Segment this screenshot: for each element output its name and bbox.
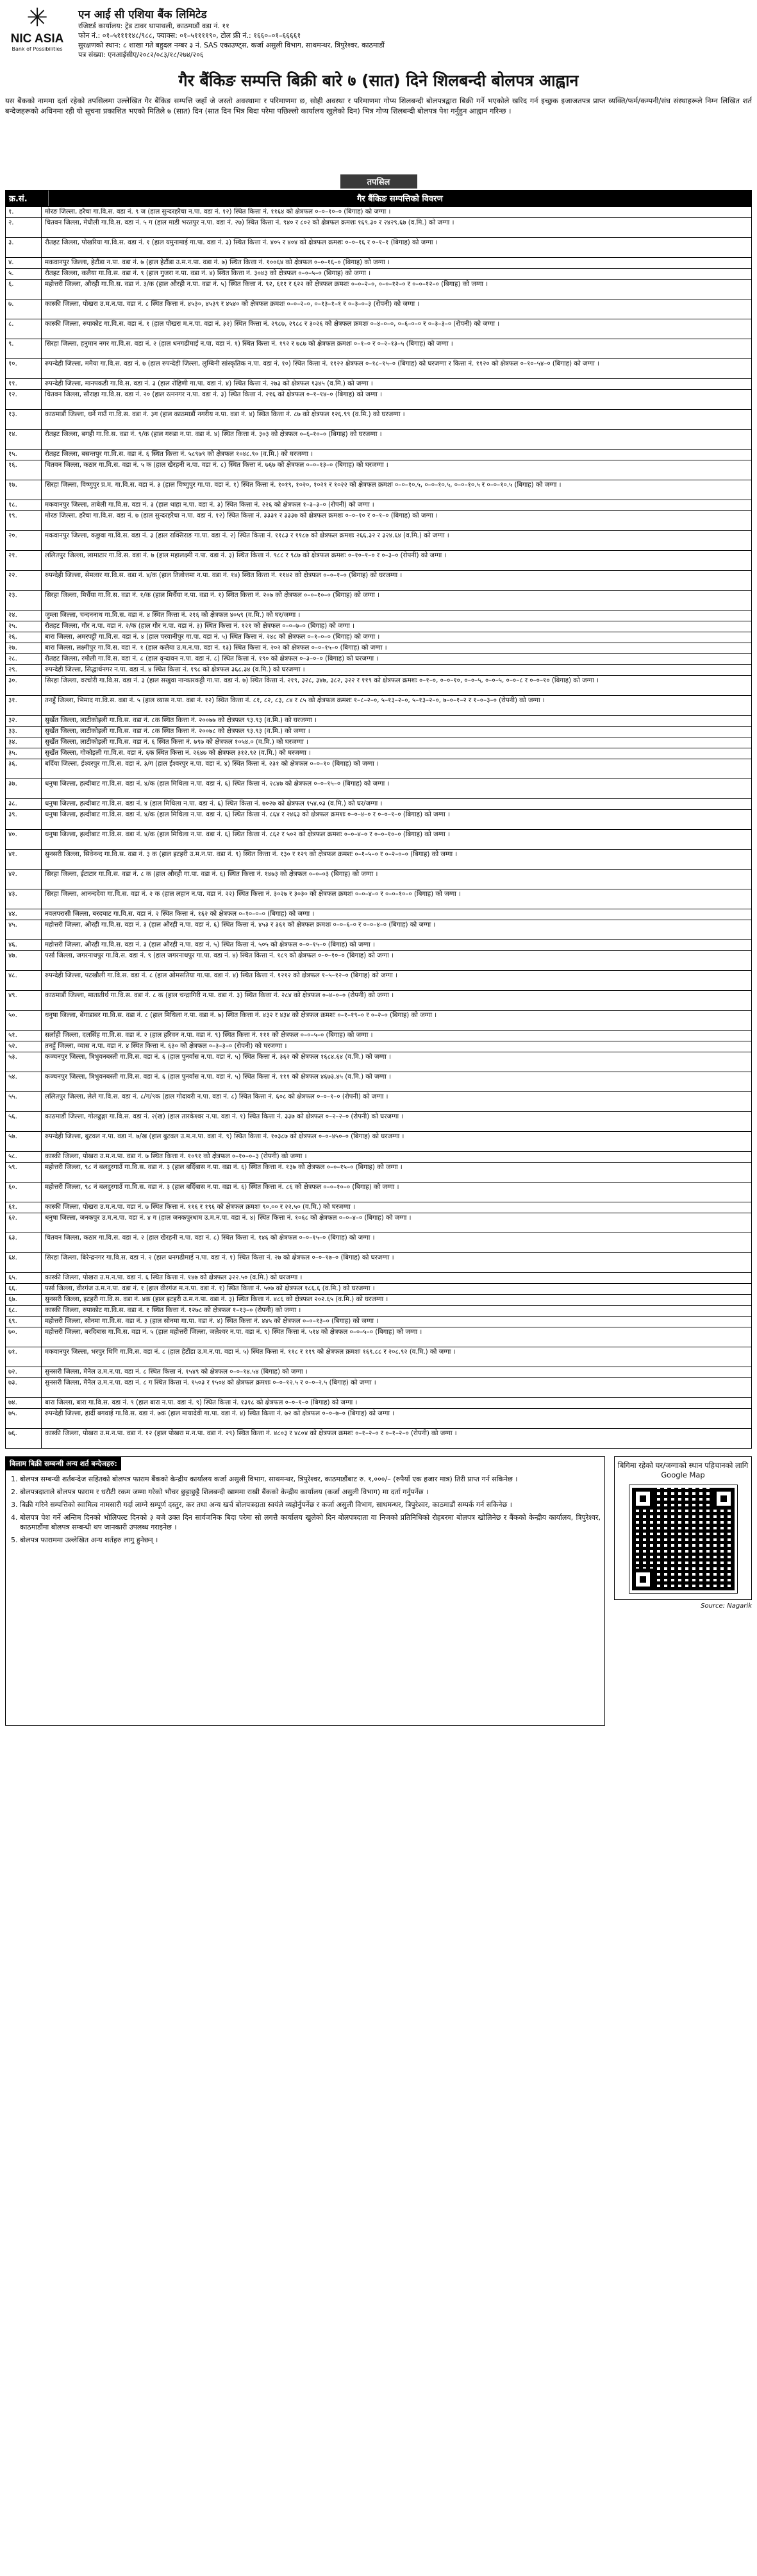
table-row <box>6 1347 751 1367</box>
table-row <box>6 1041 751 1052</box>
table-row <box>6 1428 751 1448</box>
row-description: धनुषा जिल्ला, हल्दीबाट गा.वि.स. वडा नं. ४/क (हाल मिथिला न.पा. वडा नं. ६) स्थित कित्ता नं. २८४७ को क्षेत्रफल ०–०–१५–० (बिगाह) को जग्गा । <box>45 780 390 787</box>
table-row <box>6 1283 751 1294</box>
table-row <box>6 1182 751 1202</box>
qr-code-icon[interactable] <box>629 1485 737 1593</box>
row-serial: ५६. <box>6 1112 42 1131</box>
table-row <box>6 206 751 217</box>
row-serial: ५७. <box>6 1132 42 1151</box>
bank-address: रजिष्टर्ड कार्यालय: ट्रेड टावर थापाथली, काठमाडौं वडा नं. ११ <box>78 22 229 30</box>
row-serial: ५१. <box>6 1031 42 1041</box>
table-row <box>6 409 751 429</box>
qr-section <box>614 1456 752 1726</box>
source-credit: Source: Nagarik <box>701 1603 752 1610</box>
term-item: 3. बिक्री गरिने सम्पत्तिको स्वामित्व नामसारी गर्दा लाग्ने सम्पूर्ण दस्तुर, कर तथा अन्य खर्च बोलपत्रदाता स्वयंले व्यहोर्नुपर्नेछ र कर्जा असुली विभाग, साथमन्थर, त्रिपुरेश्वर, काठमाडौं सम्पर्क गर्न सकिनेछ । <box>20 1500 601 1510</box>
row-description: कञ्चनपुर जिल्ला, त्रिभुवनबस्ती गा.वि.स. वडा नं. ६ (हाल पुनर्वास न.पा. वडा नं. ५) स्थित कित्ता नं. ३६२ को क्षेत्रफल १६८४.६४ (व.मि.) को जग्गा । <box>45 1054 391 1061</box>
row-description: धनुषा जिल्ला, हल्दीबाट गा.वि.स. वडा नं. ४/क (हाल मिथिला न.पा. वडा नं. ६) स्थित कित्ता नं. ८६४ र २४६३ को क्षेत्रफल क्रमशः ०–०–४–० र ०–०–१–० (बिगाह) को जग्गा । <box>45 811 450 818</box>
table-row <box>6 675 751 695</box>
table-row <box>6 990 751 1010</box>
row-description: बारा जिल्ला, अमरपट्टी गा.वि.स. वडा नं. ४ (हाल परवानीपुर गा.पा. वडा नं. ५) स्थित कित्ता नं. २४८ को क्षेत्रफल ०–१–०–० (बिगाह) को जग्गा । <box>45 634 380 641</box>
table-row <box>6 610 751 621</box>
row-description: रौतहट जिल्ला, पोखरिया गा.वि.स. वडा नं. १ (हाल यमुनामाई गा.पा. वडा नं. ३) स्थित कित्ता नं. ४०५ र ४०४ को क्षेत्रफल क्रमशः ०–०–१६ र ०–१–१ (बिगाह) को जग्गा । <box>45 239 438 246</box>
table-row <box>6 1327 751 1347</box>
row-serial: ५९. <box>6 1163 42 1182</box>
row-description: चितवन जिल्ला, सौराहा गा.वि.स. वडा नं. २० (हाल रत्ननगर न.पा. वडा नं. ३) स्थित कित्ता नं. २१६ को क्षेत्रफल ०–१–१४–० (बिगाह) को जग्गा । <box>45 391 382 398</box>
row-description: रौतहट जिल्ला, गौर न.पा. वडा नं. २/क (हाल गौर न.पा. वडा नं. ३) स्थित कित्ता नं. १२१ को क्षेत्रफल ०–०–७–० (बिगाह) को जग्गा । <box>45 623 355 630</box>
row-serial: ६९. <box>6 1317 42 1327</box>
row-serial: ७३. <box>6 1378 42 1397</box>
row-serial: ४१. <box>6 850 42 869</box>
row-serial: ६४. <box>6 1253 42 1272</box>
table-row <box>6 257 751 268</box>
row-serial: ६२. <box>6 1213 42 1233</box>
table-row <box>6 1162 751 1182</box>
row-serial: ३८. <box>6 799 42 809</box>
row-serial: २१. <box>6 551 42 570</box>
row-serial: १. <box>6 207 42 217</box>
row-serial: १७. <box>6 480 42 500</box>
row-description: सुर्खेत जिल्ला, गोकोइली गा.वि.स. वडा नं. ६क स्थित कित्ता नं. २६४७ को क्षेत्रफल ३१२.९२ (व.मि.) को घरजग्गा । <box>45 750 312 757</box>
row-serial: ६०. <box>6 1183 42 1202</box>
row-serial: ३५. <box>6 748 42 759</box>
row-description: महोत्तरी जिल्ला, औरही गा.वि.स. वडा नं. ३/क (हाल औरही न.पा. वडा नं. ५) स्थित कित्ता नं. ९२, ६११ र ६२२ को क्षेत्रफल क्रमशः ०–०–२–०, ०–०–१२–० र ०–०–१२–० (बिगाह) को जग्गा । <box>45 281 488 288</box>
row-description: कास्की जिल्ला, पोखरा उ.म.न.पा. वडा नं. ७ स्थित कित्ता नं. ११६ र १९६ को क्षेत्रफल क्रमशः ९०.०० र २२.५० (व.मि.) को घरजग्गा । <box>45 1204 355 1211</box>
row-serial: २८. <box>6 654 42 664</box>
table-row <box>6 664 751 675</box>
row-serial: ११. <box>6 379 42 389</box>
table-row <box>6 1397 751 1408</box>
bottom-section <box>5 1456 752 1726</box>
row-description: मकवानपुर जिल्ला, कछुवा गा.वि.स. वडा नं. ३ (हाल राक्सिराङ गा.पा. वडा नं. २) स्थित कित्ता नं. ११८३ र ११८७ को क्षेत्रफल क्रमशः २६६.३२ र ३२४.६४ (व.मि.) को जग्गा । <box>45 532 449 539</box>
row-description: सुनसरी जिल्ला, इटहरी गा.वि.स. वडा नं. ४क (हाल इटहरी उ.म.न.पा. वडा नं. ३) स्थित कित्ता नं. ४८६ को क्षेत्रफल २०२.६५ (व.मि.) को घरजग्गा । <box>45 1296 388 1303</box>
row-serial: ४९. <box>6 991 42 1010</box>
table-row <box>6 358 751 378</box>
row-serial: ७१. <box>6 1347 42 1367</box>
row-serial: ५०. <box>6 1011 42 1030</box>
table-row <box>6 378 751 389</box>
terms-list <box>20 1474 601 1545</box>
table-row <box>6 869 751 889</box>
row-description: सुर्खेत जिल्ला, लाटीकोइली गा.वि.स. वडा नं. ८क स्थित कित्ता नं. २००७८ को क्षेत्रफल ९३.९३ (व.मि.) को जग्गा । <box>45 728 310 735</box>
table-row <box>6 1305 751 1316</box>
row-description: महोत्तरी जिल्ला, ९८ नं बलदुरगाउँ गा.वि.स. वडा नं. ३ (हाल बर्दिबास न.पा. वडा नं. ६) स्थित कित्ता नं. १३७ को क्षेत्रफल ०–०–१५–० (बिगाह) को जग्गा । <box>45 1164 403 1171</box>
row-description: सुनसरी जिल्ला, सिवेनन्द गा.वि.स. वडा नं. ३ क (हाल इटहरी उ.म.न.पा. वडा नं. ९) स्थित कित्ता नं. १३० र १२९ को क्षेत्रफल क्रमशः ०–१–५–० र ०–२–०–० (बिगाह) को जग्गा । <box>45 851 458 858</box>
term-item: 4. बोलपत्र पेश गर्ने अन्तिम दिनको भोलिपल्ट दिनको ३ बजे उक्त दिन सार्वजनिक बिदा परेमा सो लगत्तै कार्यालय खुलेको दिन बोलपत्रदाता वा निजको प्रतिनिधिको रोहबरमा बोलपत्र खोलिनेछ र बैंकको केन्द्रीय कार्यालय, त्रिपुरेश्वर, काठमाडौंमा बोलपत्र सम्बन्धी थप जानकारी उपलब्ध गराइनेछ । <box>20 1513 601 1532</box>
row-serial: ३९. <box>6 810 42 829</box>
row-description: मकवानपुर जिल्ला, ताबेली गा.वि.स. वडा नं. ३ (हाल थाहा न.पा. वडा नं. ३) स्थित कित्ता नं. २२६ को क्षेत्रफल १–३–३–० (रोपनी) को जग्गा । <box>45 501 374 509</box>
row-serial: ७५. <box>6 1409 42 1428</box>
row-description: सिरहा जिल्ला, मिर्चैया गा.वि.स. वडा नं. १/क (हाल मिर्चैया न.पा. वडा नं. १) स्थित कित्ता नं. २०७ को क्षेत्रफल ०–०–१०–० (बिगाह) को जग्गा । <box>45 592 380 599</box>
row-serial: ५४. <box>6 1072 42 1091</box>
row-description: सिरहा जिल्ला, हनुमान नगर गा.वि.स. वडा नं. २ (हाल धनगढीमाई न.पा. वडा नं. १) स्थित कित्ता नं. १९२ र ७८७ को क्षेत्रफल क्रमशः ०–१–० र ०–२–१३–५ (बिगाह) को जग्गा । <box>45 341 453 348</box>
row-description: धनुषा जिल्ला, बेंगाडाबर गा.वि.स. वडा नं. ८ (हाल मिथिला न.पा. वडा नं. ७) स्थित कित्ता नं. ४३२ र ४३४ को क्षेत्रफल क्रमशः ०–१–१९–० र ०–२–० (बिगाह) को जग्गा । <box>45 1012 437 1019</box>
row-description: बर्दिया जिल्ला, ईश्वरपुर गा.वि.स. वडा नं. ३/ग (हाल ईश्वरपुर न.पा. वडा नं. ४) स्थित कित्ता नं. २३१ को क्षेत्रफल ०–०–१० (बिगाह) को जग्गा । <box>45 761 379 768</box>
row-description: बारा जिल्ला, बारा गा.वि.स. वडा नं. ९ (हाल बारा न.पा. वडा नं. ९) स्थित कित्ता नं. १३१८ को क्षेत्रफल ०–०–१–० (बिगाह) को जग्गा । <box>45 1399 358 1406</box>
row-serial: ३१. <box>6 696 42 715</box>
row-description: धनुषा जिल्ला, जनकपुर उ.म.न.पा. वडा नं. ४ ग (हाल जनकपुरधाम उ.म.न.पा. वडा नं. ४) स्थित कित्ता नं. १०६८ को क्षेत्रफल ०–०–४–० (बिगाह) को जग्गा । <box>45 1215 412 1222</box>
row-serial: २५. <box>6 621 42 632</box>
row-serial: २. <box>6 218 42 237</box>
table-row <box>6 643 751 653</box>
bank-logo <box>5 4 69 52</box>
term-item: 5. बोलपत्र फाराममा उल्लेखित अन्य शर्तहरु लागु हुनेछन् । <box>20 1535 601 1545</box>
row-serial: ५८. <box>6 1152 42 1162</box>
row-serial: ४४. <box>6 909 42 920</box>
row-serial: २९. <box>6 665 42 675</box>
table-row <box>6 1131 751 1151</box>
table-row <box>6 970 751 990</box>
row-serial: १३. <box>6 410 42 429</box>
row-serial: ६६. <box>6 1284 42 1294</box>
row-description: मोरङ जिल्ला, हरैचा गा.वि.स. वडा नं. ७ (हाल सुन्दरहरैचा न.पा. वडा नं. १२) स्थित कित्ता नं. ३३३१ र ३३३७ को क्षेत्रफल क्रमशः ०–०–१० र ०–१–० (बिगाह) को जग्गा । <box>45 512 438 519</box>
logo-star-icon: ✳ <box>26 3 48 33</box>
row-serial: ८. <box>6 319 42 339</box>
row-description: चितवन जिल्ला, मेघौली गा.वि.स. वडा नं. ५ ग (हाल माडी भरतपुर न.पा. वडा नं. २७) स्थित कित्ता नं. ९४० र ८०२ को क्षेत्रफल क्रमशः १६९.३० र २४२९.६७ (व.मि.) को जग्गा । <box>45 219 454 226</box>
row-serial: ३०. <box>6 676 42 695</box>
row-description: ललितपुर जिल्ला, लामाटार गा.वि.स. वडा नं. ७ (हाल महालक्ष्मी न.पा. वडा नं. ३) स्थित कित्ता नं. ९८८ र ९८७ को क्षेत्रफल क्रमशः ०–१०–१–० र ०–३–० (रोपनी) को जग्गा । <box>45 552 447 559</box>
row-serial: १८. <box>6 500 42 510</box>
table-row <box>6 653 751 664</box>
row-serial: ६. <box>6 280 42 299</box>
table-row <box>6 339 751 358</box>
table-row <box>6 849 751 869</box>
row-description: चितवन जिल्ला, कठार गा.वि.स. वडा नं. २ (हाल खैरहनी न.पा. वडा नं. ८) स्थित कित्ता नं. १४६ को क्षेत्रफल ०–०–१५–० (बिगाह) को जग्गा । <box>45 1234 375 1242</box>
table-row <box>6 889 751 909</box>
table-row <box>6 1377 751 1397</box>
col-desc-header: गैर बैंकिङ सम्पत्तिको विवरण <box>357 194 443 204</box>
row-description: महोत्तरी जिल्ला, ९८ नं बलदुरगाउँ गा.वि.स. वडा नं. ३ (हाल बर्दिबास न.पा. वडा नं. ६) स्थित कित्ता नं. ८६ को क्षेत्रफल ०–०–१०–० (बिगाह) को जग्गा । <box>45 1184 399 1191</box>
row-description: तनहुँ जिल्ला, भिमाद गा.वि.स. वडा नं. ५ (हाल व्यास न.पा. वडा नं. १२) स्थित कित्ता नं. ८१, ८२, ८३, ८४ र ८५ को क्षेत्रफल क्रमशः १–८–२–०, ५–१३–२–०, ५–१३–२–०, ७–०–१–२ र १–०–३–० (रोपनी) को जग्गा । <box>45 697 545 704</box>
row-serial: ६१. <box>6 1202 42 1213</box>
row-description: कास्की जिल्ला, पोखरा उ.म.न.पा. वडा नं. ७ स्थित कित्ता नं. १०९१ को क्षेत्रफल ०–१०–०–३ (रोपनी) को जग्गा । <box>45 1153 307 1160</box>
row-serial: ३६. <box>6 759 42 779</box>
row-description: कास्की जिल्ला, रुपाकोट गा.वि.स. वडा नं. १ (हाल पोखरा म.न.पा. वडा नं. ३२) स्थित कित्ता नं. २९८७, २९८८ र ३०२६ को क्षेत्रफल क्रमशः ०–४–०–०, ०–६–०–० र ०–३–३–० (रोपनी) को जग्गा । <box>45 321 500 328</box>
row-description: सिरहा जिल्ला, विष्णुपुर प्र.म. गा.वि.स. वडा नं. ३ (हाल विष्णुपुर गा.पा. वडा नं. १) स्थित कित्ता नं. १०१९, १०२०, १०२१ र १०२२ को क्षेत्रफल क्रमशः ०–०–१०.५, ०–०–१०.५, ०–०–१०.५ र ०–०–१०.५ (बिगाह) को जग्गा । <box>45 482 562 489</box>
row-serial: ६७. <box>6 1295 42 1305</box>
table-row <box>6 279 751 299</box>
table-row <box>6 920 751 939</box>
row-description: तनहुँ जिल्ला, व्यास न.पा. वडा नं. ४ स्थित कित्ता नं. ६३० को क्षेत्रफल ०–३–३–० (रोपनी) को घरजग्गा । <box>45 1043 287 1050</box>
table-row <box>6 759 751 779</box>
row-serial: २४. <box>6 610 42 621</box>
row-serial: ४०. <box>6 830 42 849</box>
row-description: रुपन्देही जिल्ला, ममैया गा.वि.स. वडा नं. ७ (हाल रुपन्देही जिल्ला, लुम्बिनी सांस्कृतिक न.पा. वडा नं. १०) स्थित कित्ता नं. ११२२ क्षेत्रफल ०–१८–१५–० (बिगाह) को घरजग्गा र कित्ता नं. ११२० को क्षेत्रफल ०–१०–५४–० (बिगाह) को जग्गा । <box>45 360 599 367</box>
row-description: मकवानपुर जिल्ला, हेटौंडा न.पा. वडा नं. ७ (हाल हेटौंडा उ.म.न.पा. वडा नं. ७) स्थित कित्ता नं. १००६४ को क्षेत्रफल ०–०–१६–० (बिगाह) को जग्गा । <box>45 259 390 266</box>
row-description: चितवन जिल्ला, कठार गा.वि.स. वडा नं. ५ क (हाल खैरहनी न.पा. वडा नं. ८) स्थित कित्ता नं. ७६७ को क्षेत्रफल ०–०–१३–० (बिगाह) को घरजग्गा । <box>45 462 388 469</box>
table-row <box>6 268 751 279</box>
row-description: रुपन्देही जिल्ला, सेमलार गा.वि.स. वडा नं. ४/क (हाल तिलोत्तमा न.पा. वडा नं. १४) स्थित कित्ता नं. ११४२ को क्षेत्रफल ०–०–१–० (बिगाह) को घरजग्गा । <box>45 572 403 579</box>
row-description: रुपन्देही जिल्ला, पटखौली गा.वि.स. वडा नं. ८ (हाल ओमसतिया गा.पा. वडा नं. ४) स्थित कित्ता नं. १२१२ को क्षेत्रफल १–५–१२–० (बिगाह) को जग्गा । <box>45 972 397 979</box>
table-row <box>6 1111 751 1131</box>
row-description: महोत्तरी जिल्ला, औरही गा.वि.स. वडा नं. ३ (हाल औरही न.पा. वडा नं. ५) स्थित कित्ता नं. ५०५ को क्षेत्रफल ०–०–१५–० (बिगाह) को जग्गा । <box>45 941 375 948</box>
row-serial: ६५. <box>6 1273 42 1283</box>
row-description: रौतहट जिल्ला, बगही गा.वि.स. वडा नं. ९/क (हाल गरुडा न.पा. वडा नं. ४) स्थित कित्ता नं. ३०३ को क्षेत्रफल ०–६–१०–० (बिगाह) को घरजग्गा । <box>45 431 382 438</box>
table-header <box>5 190 752 206</box>
table-row <box>6 695 751 715</box>
row-serial: ४५. <box>6 920 42 939</box>
logo-text: NIC ASIA <box>10 32 64 46</box>
row-description: बारा जिल्ला, लक्ष्मीपुर गा.वि.स. वडा नं. १ (हाल कलैया उ.म.न.पा. वडा नं. १३) स्थित कित्ता नं. २०२ को क्षेत्रफल ०–०–१५–० (बिगाह) को जग्गा । <box>45 644 387 652</box>
row-description: रौतहट जिल्ला, बसन्तपुर गा.वि.स. वडा नं. ६ स्थित कित्ता नं. ५८९७९ को क्षेत्रफल १०४८.९० (व.मि.) को घरजग्गा । <box>45 451 313 458</box>
table-row <box>6 829 751 849</box>
row-serial: १५. <box>6 450 42 460</box>
row-description: जुम्ला जिल्ला, चन्दननाथ गा.वि.स. वडा नं. ४ स्थित कित्ता नं. २१६ को क्षेत्रफल ४०५९ (व.मि.) को घर/जग्गा । <box>45 612 301 619</box>
row-description: रुपन्देही जिल्ला, सिद्धार्थनगर न.पा. वडा नं. ४ स्थित कित्ता नं. १९८ को क्षेत्रफल ३६८.३४ (व.मि.) को घरजग्गा । <box>45 666 305 673</box>
property-table <box>5 206 752 1449</box>
row-description: धनुषा जिल्ला, हल्दीबाट गा.वि.स. वडा नं. ४ (हाल मिथिला न.पा. वडा नं. ६) स्थित कित्ता नं. ७०२७ को क्षेत्रफल १५४.०३ (व.मि.) को घर/जग्गा । <box>45 800 383 807</box>
row-description: रुपन्देही जिल्ला, बुटवल न.पा. वडा नं. ७/ख (हाल बुटवल उ.म.न.पा. वडा नं. ९) स्थित कित्ता नं. १०३८७ को क्षेत्रफल ०–०–४५०–० (बिगाह) को घरजग्गा । <box>45 1133 404 1140</box>
table-row <box>6 950 751 970</box>
table-row <box>6 550 751 570</box>
table-row <box>6 1272 751 1283</box>
row-serial: २३. <box>6 591 42 610</box>
row-serial: ४३. <box>6 889 42 909</box>
row-serial: ७६. <box>6 1429 42 1448</box>
row-description: पर्सा जिल्ला, जगरनाथपुर गा.वि.स. वडा नं. ९ (हाल जगरनाथपुर गा.पा. वडा नं. ४) स्थित कित्ता नं. १८९ को क्षेत्रफल ०–०–१०–० (बिगाह) को जग्गा । <box>45 952 394 959</box>
row-description: काठमाडौं जिल्ला, मातातीर्थ गा.वि.स. वडा नं. ८ क (हाल चन्द्रागिरी न.पा. वडा नं. ३) स्थित कित्ता नं. २८४ को क्षेत्रफल ०–४–०–० (रोपनी) को जग्गा । <box>45 992 394 999</box>
row-description: सुनसरी जिल्ला, मैनैल उ.म.न.पा. वडा नं. ८ ग स्थित कित्ता नं. १५०३ र १५०४ को क्षेत्रफल क्रमशः ०–०–१२.५ र ०–०–२.५ (बिगाह) को जग्गा । <box>45 1379 376 1386</box>
table-row <box>6 237 751 257</box>
row-serial: ५३. <box>6 1052 42 1072</box>
table-row <box>6 632 751 643</box>
row-description: सुर्खेत जिल्ला, लाटीकोइली गा.वि.स. वडा नं. ८क स्थित कित्ता नं. २००७७ को क्षेत्रफल ९३.९३ (व.मि.) को घरजग्गा । <box>45 717 317 724</box>
row-serial: ३४. <box>6 737 42 748</box>
row-description: महोत्तरी जिल्ला, सोनमा गा.वि.स. वडा नं. ३ (हाल सोनमा गा.पा. वडा नं. ४) स्थित कित्ता नं. ४४५ को क्षेत्रफल ०–०–१३–० (बिगाह) को जग्गा । <box>45 1318 379 1325</box>
row-description: रुपन्देही जिल्ला, हार्दी बगवाई गा.वि.स. वडा नं. ७क (हाल मायादेवी गा.पा. वडा नं. ४) स्थित कित्ता नं. ७२ को क्षेत्रफल ०–०–७–० (बिगाह) को जग्गा । <box>45 1410 395 1417</box>
table-row <box>6 809 751 829</box>
row-description: कास्की जिल्ला, पोखरा उ.म.न.पा. वडा नं. ८ स्थित कित्ता नं. ४५३०, ४५३९ र ४५४० को क्षेत्रफल क्रमशः ०–०–२–०, ०–१३–१–१ र ०–३–०–३ (रोपनी) को जग्गा । <box>45 301 420 308</box>
bank-ref: पत्र संख्या: एनआईसीए/२०८२/०८३/१८/२७४/२०६ <box>78 51 204 59</box>
row-description: रौतहट जिल्ला, रमौली गा.वि.स. वडा नं. ८ (हाल वृन्दावन न.पा. वडा नं. ८) स्थित कित्ता नं. १९० को क्षेत्रफल ०–३–०–० (बिगाह) को घरजग्गा । <box>45 655 379 662</box>
row-serial: ५. <box>6 269 42 279</box>
row-serial: ६८. <box>6 1306 42 1316</box>
row-serial: २६. <box>6 632 42 643</box>
table-row <box>6 480 751 500</box>
table-row <box>6 939 751 950</box>
row-serial: ७०. <box>6 1327 42 1347</box>
table-row <box>6 1367 751 1377</box>
table-row <box>6 319 751 339</box>
col-sn-header: क्र.सं. <box>6 190 49 206</box>
row-description: सुर्खेत जिल्ला, लाटीकोइली गा.वि.स. वडा नं. ६ स्थित कित्ता नं. ७९७ को क्षेत्रफल १०५४.० (व.मि.) को घरजग्गा । <box>45 739 308 746</box>
table-row <box>6 1316 751 1327</box>
table-row <box>6 1151 751 1162</box>
row-serial: १९. <box>6 511 42 530</box>
row-serial: १४. <box>6 430 42 449</box>
row-description: मकवानपुर जिल्ला, भरपुर थिगि गा.वि.स. वडा नं. ८ (हाल हेटौंडा उ.म.न.पा. वडा नं. ५) स्थित कित्ता नं. ११८ र ११९ को क्षेत्रफल क्रमशः १६९.८८ र २०८.९२ (व.मि.) को जग्गा । <box>45 1349 456 1356</box>
row-description: नवलपरासी जिल्ला, बरदघाट गा.वि.स. वडा नं. २ स्थित कित्ता नं. १६२ को क्षेत्रफल ०–१०–०–० (बिगाह) को जग्गा । <box>45 911 315 918</box>
table-row <box>6 1233 751 1252</box>
table-row <box>6 1052 751 1072</box>
bank-header <box>5 4 752 68</box>
term-item: 1. बोलपत्र सम्बन्धी शर्तबन्देज सहितको बोलपत्र फाराम बैंकको केन्द्रीय कार्यालय कर्जा असुली विभाग, साथमन्थर, त्रिपुरेश्वर, काठमाडौंबाट रु. १,०००/– (रुपैयाँ एक हजार मात्र) तिरी प्राप्त गर्न सकिनेछ । <box>20 1474 601 1484</box>
row-serial: १०. <box>6 359 42 378</box>
row-serial: ४८. <box>6 971 42 990</box>
table-row <box>6 510 751 530</box>
term-item: 2. बोलपत्रदाताले बोलपत्र फाराम र धरौटी रकम जम्मा गरेको भौचर छुट्टाछुट्टै शिलबन्दी खाममा राखी बैंकको केन्द्रीय कार्यालय (कर्जा असुली विभाग) मा दर्ता गर्नुपर्नेछ । <box>20 1487 601 1497</box>
table-row <box>6 621 751 632</box>
row-description: कास्की जिल्ला, रुपाकोट गा.वि.स. वडा नं. १ स्थित कित्ता नं. १२७८ को क्षेत्रफल १–१३–० (रोपनी) को जग्गा । <box>45 1307 301 1314</box>
table-row <box>6 449 751 460</box>
table-row <box>6 1030 751 1041</box>
row-description: कास्की जिल्ला, पोखरा उ.म.न.पा. वडा नं. ६ स्थित कित्ता नं. १४७ को क्षेत्रफल ३२२.५० (व.मि.) को घरजग्गा । <box>45 1274 303 1281</box>
terms-heading: बिलाम बिक्री सम्बन्धी अन्य शर्त बन्देजहरु: <box>6 1457 121 1470</box>
row-description: सिरहा जिल्ला, बिरेन्द्रनगर गा.वि.स. वडा नं. २ (हाल धनगढीमाई न.पा. वडा नं. १) स्थित कित्ता नं. २७ को क्षेत्रफल ०–०–१७–० (बिगाह) को घरजग्गा । <box>45 1254 394 1261</box>
row-description: सर्लाही जिल्ला, दलसिंह गा.वि.स. वडा नं. २ (हाल हरिवन न.पा. वडा नं. ९) स्थित कित्ता नं. १११ को क्षेत्रफल ०–०–५–० (बिगाह) को जग्गा । <box>45 1032 373 1039</box>
row-description: कास्की जिल्ला, पोखरा उ.म.न.पा. वडा नं. १२ (हाल पोखरा म.न.पा. वडा नं. २९) स्थित कित्ता नं. ४८०३ र ४८०४ को क्षेत्रफल क्रमशः ०–१–२–० र ०–१–२–० (रोपनी) को जग्गा । <box>45 1430 457 1437</box>
row-serial: ४७. <box>6 951 42 970</box>
table-row <box>6 389 751 409</box>
row-description: सिरहा जिल्ला, वरचोरी गा.वि.स. वडा नं. ३ (हाल सखुवा नान्कारकट्टी गा.पा. वडा नं. ७) स्थित कित्ता नं. २१९, ३२८, ३४७, ३८२, ३२२ र ११९ को क्षेत्रफल क्रमशः ०–१–०, ०–०–१०, ०–०–५, ०–०–५, ०–०–८ र ०–०–१० (बिगाह) को जग्गा । <box>45 677 599 684</box>
row-serial: २०. <box>6 531 42 550</box>
row-serial: ५२. <box>6 1041 42 1052</box>
table-row <box>6 590 751 610</box>
row-serial: ३२. <box>6 716 42 726</box>
row-serial: ४. <box>6 258 42 268</box>
row-serial: ९. <box>6 339 42 358</box>
row-description: सिरहा जिल्ला, आनन्ददेवा गा.वि.स. वडा नं. २ क (हाल लहान न.पा. वडा नं. २२) स्थित कित्ता नं. ३०२७ र ३०३० को क्षेत्रफल क्रमशः ०–०–४–० र ०–०–१०–० (बिगाह) को जग्गा । <box>45 891 461 898</box>
notice-title: गैर बैंकिङ सम्पत्ति बिक्री बारे ७ (सात) दिने शिलबन्दी बोलपत्र आह्वान <box>178 71 579 90</box>
row-serial: ४६. <box>6 940 42 950</box>
table-row <box>6 909 751 920</box>
row-serial: ३. <box>6 238 42 257</box>
table-row <box>6 779 751 798</box>
row-description: महोत्तरी जिल्ला, औरही गा.वि.स. वडा नं. ३ (हाल औरही न.पा. वडा नं. ६) स्थित कित्ता नं. ४५३ र ३६१ को क्षेत्रफल क्रमशः ०–०–६–० र ०–०–४–० (बिगाह) को जग्गा । <box>45 922 436 929</box>
row-description: धनुषा जिल्ला, हल्दीबाट गा.वि.स. वडा नं. ४/क (हाल मिथिला न.पा. वडा नं. ६) स्थित कित्ता नं. ८६२ र ५०२ को क्षेत्रफल क्रमशः ०–०–४–० र ०–०–१०–० (बिगाह) को जग्गा । <box>45 831 450 838</box>
row-serial: २७. <box>6 643 42 653</box>
table-row <box>6 500 751 510</box>
bank-name: एन आई सी एशिया बैंक लिमिटेड <box>78 8 207 21</box>
table-row <box>6 715 751 726</box>
row-description: रौतहट जिल्ला, कलैया गा.वि.स. वडा नं. ९ (हाल गुजरा न.पा. वडा नं. ४) स्थित कित्ता नं. ३०४३ को क्षेत्रफल ०–०–५–० (बिगाह) को जग्गा । <box>45 270 371 277</box>
row-serial: ६३. <box>6 1233 42 1252</box>
table-row <box>6 1091 751 1111</box>
table-row <box>6 460 751 480</box>
table-row <box>6 1072 751 1091</box>
row-description: पर्सा जिल्ला, वीरगंज उ.म.न.पा. वडा नं. १ (हाल वीरगंज म.न.पा. वडा नं. १) स्थित कित्ता नं. ५०७ को क्षेत्रफल १८६.६ (व.मि.) को घरजग्गा । <box>45 1285 375 1292</box>
table-row <box>6 570 751 590</box>
bank-phone: फोन नं.: ०१–५११११४८/९८८, फ्याक्स: ०१–५११११९०, टोल फ्री नं.: १६६०–०१–६६६६१ <box>78 31 301 40</box>
row-description: काठमाडौं जिल्ला, गोलढुङ्गा गा.वि.स. वडा नं. २(ख) (हाल तारकेश्वर न.पा. वडा नं. १) स्थित कित्ता नं. ३३७ को क्षेत्रफल ०–२–२–० (रोपनी) को घरजग्गा । <box>45 1113 404 1120</box>
row-serial: २२. <box>6 571 42 590</box>
row-serial: ७४. <box>6 1398 42 1408</box>
schedule-label: तपसिल <box>340 174 417 189</box>
table-row <box>6 737 751 748</box>
row-serial: ३३. <box>6 727 42 737</box>
table-row <box>6 1408 751 1428</box>
row-serial: १६. <box>6 460 42 480</box>
row-description: रुपन्देही जिल्ला, मानपकडी गा.वि.स. वडा नं. ३ (हाल रोहिणी गा.पा. वडा नं. ४) स्थित कित्ता नं. २७३ को क्षेत्रफल १३४५ (व.मि.) को जग्गा । <box>45 380 373 387</box>
table-row <box>6 748 751 759</box>
row-description: सिरहा जिल्ला, ईटाटार गा.वि.स. वडा नं. ८ क (हाल औरही गा.पा. वडा नं. ६) स्थित कित्ता नं. १४७३ को क्षेत्रफल ०–०–०३ (बिगाह) को जग्गा । <box>45 871 378 878</box>
row-serial: ४२. <box>6 870 42 889</box>
table-row <box>6 1202 751 1213</box>
table-row <box>6 1010 751 1030</box>
row-description: कञ्चनपुर जिल्ला, त्रिभुवनबस्ती गा.वि.स. वडा नं. ६ (हाल पुनर्वास न.पा. वडा नं. ५) स्थित कित्ता नं. १११ को क्षेत्रफल ४६७३.४५ (व.मि.) को जग्गा । <box>45 1073 391 1081</box>
row-description: मोरङ जिल्ला, हरैचा गा.वि.स. वडा नं. ९ ज (हाल सुन्दरहरैचा न.पा. वडा नं. १२) स्थित कित्ता नं. ११६४ को क्षेत्रफल ०–०–१०–० (बिगाह) को जग्गा । <box>45 208 391 215</box>
table-row <box>6 429 751 449</box>
table-row <box>6 1213 751 1233</box>
table-row <box>6 798 751 809</box>
table-row <box>6 1294 751 1305</box>
row-serial: ७. <box>6 299 42 319</box>
qr-caption: बिगिमा रहेको घर/जग्गाको स्थान पहिचानको लागि Google Map <box>617 1461 749 1479</box>
row-serial: ३७. <box>6 779 42 798</box>
bank-info <box>69 4 752 60</box>
row-serial: ५५. <box>6 1092 42 1111</box>
row-description: महोत्तरी जिल्ला, बरदिबास गा.वि.स. वडा नं. ५ (हाल महोत्तरी जिल्ला, जलेश्वर न.पा. वडा नं. ९) स्थित कित्ता नं. ५१४ को क्षेत्रफल ०–०–५–० (बिगाह) को जग्गा । <box>45 1329 422 1336</box>
table-row <box>6 530 751 550</box>
notice-intro: यस बैंकको नाममा दर्ता रहेको तपसिलमा उल्लेखित गैर बैंकिङ सम्पत्ति जहाँ जे जस्तो अवस्थामा र परिमाणमा छ, सोही अवस्था र परिमाणमा गोप्य शिलबन्दी बोलपत्रद्वारा बिक्री गर्ने भएकोले खरिद गर्न इच्छुक इजाजतपत्र प्राप्त व्यक्ति/फर्म/कम्पनी/संघ संस्थाहरूले निम्न लिखित शर्त बन्देजहरूको अधिनमा रही यो सूचना प्रकाशित भएको मितिले ७ (सात) दिन (सात दिन भित्र बिदा परेमा पछिल्लो कार्यालय खुलेको दिन) भित्र गोप्य शिलबन्दी बोलपत्र पेश गर्नुहुन आह्वान गरिन्छ । <box>5 96 752 115</box>
terms-box <box>5 1456 605 1726</box>
table-row <box>6 726 751 737</box>
table-row <box>6 217 751 237</box>
row-description: काठमाडौं जिल्ला, धर्ने गाउँ गा.वि.स. वडा नं. ३ग (हाल काठमाडौं नगरीय न.पा. वडा नं. ४) स्थित कित्ता नं. ८७ को क्षेत्रफल १२६.९९ (व.मि.) को घरजग्गा । <box>45 411 405 418</box>
table-row <box>6 299 751 319</box>
row-serial: १२. <box>6 390 42 409</box>
bank-department: सुरक्षणको स्थान: ८ शाखा गते बहुदल नम्बर ३ नं. SAS एकाउण्ट्स, कर्जा असुली विभाग, साथमन्थर, त्रिपुरेश्वर, काठमाडौं <box>78 41 385 49</box>
row-serial: ७२. <box>6 1367 42 1377</box>
qr-box <box>614 1456 752 1600</box>
row-description: सुनसरी जिल्ला, मैनैल उ.म.न.पा. वडा नं. ८ स्थित कित्ता नं. १५४९ को क्षेत्रफल ०–०–१४.५४ (बिगाह) को जग्गा । <box>45 1368 308 1376</box>
table-row <box>6 1252 751 1272</box>
row-description: ललितपुर जिल्ला, लेले गा.वि.स. वडा नं. ८/ग/९क (हाल गोदावरी न.पा. वडा नं. ८) स्थित कित्ता नं. ६०८ को क्षेत्रफल ०–०–१–० (रोपनी) को जग्गा । <box>45 1093 388 1100</box>
logo-tagline: Bank of Possibilities <box>12 46 63 52</box>
